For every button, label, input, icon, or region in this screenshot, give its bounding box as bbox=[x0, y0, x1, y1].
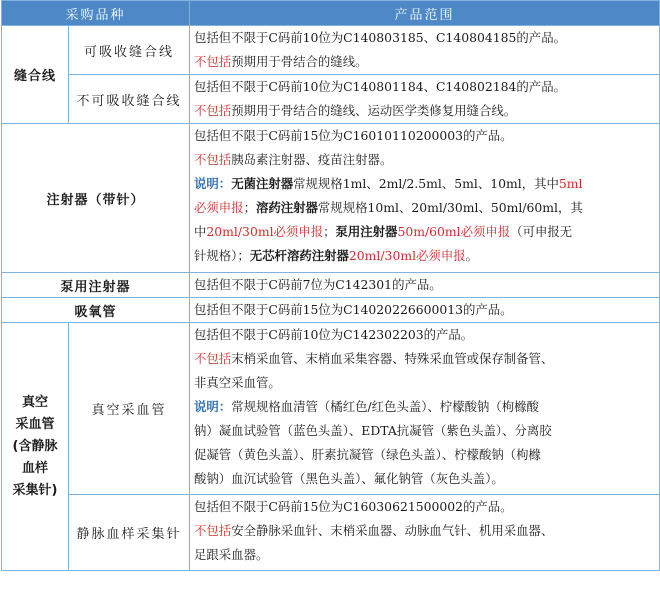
row-blood-needle bbox=[2, 495, 660, 571]
scope-nonabsorbable bbox=[190, 75, 660, 124]
category-blood-collection: 真空 采血管 (含静脉 血样 采集针) bbox=[2, 323, 69, 571]
subcategory-absorbable: 可吸收缝合线 bbox=[69, 26, 190, 75]
scope-blood-needle: 包括但不限于C码前15位为C16030621500002的产品。 不包括安全静脉采血针、末梢采血器、动脉血气针、机用采血器、 足跟采血器。 bbox=[190, 495, 660, 571]
procurement-scope-table bbox=[1, 0, 660, 571]
exclusion-label: 不包括 bbox=[194, 54, 232, 69]
exclusion-label: 不包括 bbox=[194, 103, 232, 118]
scope-text: 包括但不限于C码前15位为C16030621500002的产品。 bbox=[194, 499, 513, 514]
row-nonabsorbable-suture bbox=[2, 75, 660, 124]
row-vacuum-tube bbox=[2, 323, 660, 495]
scope-syringe: 包括但不限于C码前15位为C16010110200003的产品。 不包括胰岛素注射器、疫苗注射器。 说明：无菌注射器常规规格1ml、2ml/2.5ml、5ml、10ml，其中5ml 必须申报；溶药注射器常规规格10ml、20ml/30ml、50ml/60ml，其 中20ml/30ml必须申报；泵用注射器50m/60ml必须申报（可申报无 针规格）；无芯杆溶药注射器20ml/30ml必须申报。 bbox=[190, 124, 660, 273]
row-oxygen-tube bbox=[2, 298, 660, 323]
note-label: 说明： bbox=[194, 399, 232, 414]
scope-text: 包括但不限于C码前10位为C140803185、C140804185的产品。 bbox=[194, 30, 566, 45]
scope-text: 包括但不限于C码前10位为C140801184、C140802184的产品。 bbox=[194, 79, 566, 94]
scope-oxygen-tube bbox=[190, 298, 660, 323]
note-label: 说明： bbox=[194, 176, 232, 191]
scope-text: 包括但不限于C码前10位为C142302203的产品。 bbox=[194, 327, 474, 342]
exclusion-label: 不包括 bbox=[194, 351, 232, 366]
exclusion-text: 胰岛素注射器、疫苗注射器。 bbox=[231, 152, 393, 167]
scope-text: 包括但不限于C码前15位为C14020226600013的产品。 bbox=[194, 302, 513, 317]
exclusion-text: 预期用于骨结合的缝线、运动医学类修复用缝合线。 bbox=[231, 103, 517, 118]
exclusion-label: 不包括 bbox=[194, 152, 232, 167]
scope-vacuum-tube: 包括但不限于C码前10位为C142302203的产品。 不包括末梢采血管、末梢血采集容器、特殊采血管或保存制备管、 非真空采血管。 说明：常规规格血清管（橘红色/红色头盖）、柠檬酸钠（枸橼酸 钠）凝血试验管（蓝色头盖）、EDTA抗凝管（紫色头盖）、分离胶 促凝管（黄色头盖）、肝素抗凝管（绿色头盖）、柠檬酸钠（枸橼 酸钠）血沉试验管（黑色头盖）、氟化钠管（灰色头盖）。 bbox=[190, 323, 660, 495]
scope-absorbable bbox=[190, 26, 660, 75]
scope-text: 包括但不限于C码前15位为C16010110200003的产品。 bbox=[194, 128, 513, 143]
subcategory-nonabsorbable: 不可吸收缝合线 bbox=[69, 75, 190, 124]
scope-text: 包括但不限于C码前7位为C142301的产品。 bbox=[194, 277, 442, 292]
exclusion-text: 预期用于骨结合的缝线。 bbox=[231, 54, 368, 69]
row-pump-syringe bbox=[2, 273, 660, 298]
scope-pump-syringe bbox=[190, 273, 660, 298]
row-absorbable-suture bbox=[2, 26, 660, 75]
category-suture: 缝合线 bbox=[2, 26, 69, 124]
header-scope: 产品范围 bbox=[190, 1, 660, 26]
category-oxygen-tube: 吸氧管 bbox=[2, 298, 190, 323]
subcategory-blood-needle: 静脉血样采集针 bbox=[69, 495, 190, 571]
row-syringe bbox=[2, 124, 660, 273]
category-pump-syringe: 泵用注射器 bbox=[2, 273, 190, 298]
subcategory-vacuum-tube: 真空采血管 bbox=[69, 323, 190, 495]
header-category: 采购品种 bbox=[2, 1, 190, 26]
exclusion-label: 不包括 bbox=[194, 523, 232, 538]
header-row bbox=[2, 1, 660, 26]
category-syringe: 注射器（带针） bbox=[2, 124, 190, 273]
